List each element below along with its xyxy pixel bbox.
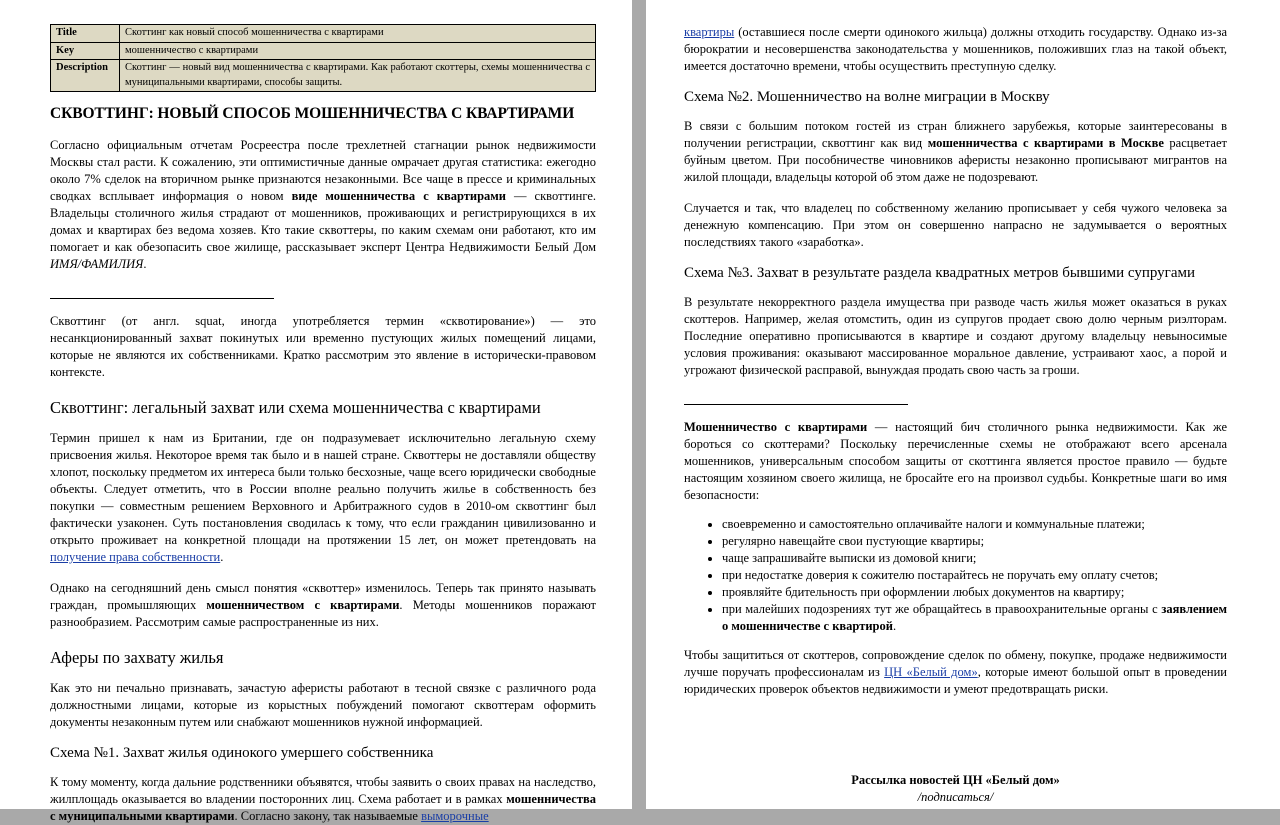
- metadata-key: Description: [51, 60, 120, 92]
- safety-steps-list: [684, 516, 1227, 635]
- ownership-link[interactable]: получение права собственности: [50, 550, 221, 564]
- separator-line: [684, 387, 908, 405]
- metadata-table: [50, 24, 596, 92]
- metadata-key: Key: [51, 42, 120, 60]
- scheme2-followup: Случается и так, что владелец по собственному желанию прописывает у себя чужого человека за денежную компенсацию. При этом он совершенно напрасно не задумывается о вероятных последствиях такого «заработка».: [684, 201, 1227, 249]
- bold-text: мошенничеством с квартирами: [206, 598, 400, 612]
- meaning-paragraph: [50, 580, 596, 631]
- text-run: Термин пришел к нам из Британии, где он подразумевает исключительно легальную схему присвоения жилья. Некоторое время так было и в нашей стране. Сквоттеры не доставляли обществу хлопот, поскольку предметом их интереса были только бесхозные, чаще всего юридически свободные объекты. Следует отметить, что в России вполне реально получить жилье в собственность без покупки — совместным решением Верховного и Арбитражного судов в 2010-ом сквоттинг был фактически узаконен. Суть постановления сводилась к тому, что если гражданин цивилизованно и открыто проживает на конкретной площади на протяжении 15 лет, он может претендовать на: [50, 431, 596, 547]
- text-run: .: [220, 550, 224, 564]
- text-run: К тому моменту, когда дальние родственники объявятся, чтобы заявить о своих правах на наследство, жилплощадь оказывается во владении посторонних лиц. Схема работает и в рамках: [50, 775, 596, 806]
- italic-placeholder: ИМЯ/ФАМИЛИЯ: [50, 257, 144, 271]
- text-run: при малейших подозрениях тут же обращайтесь в правоохранительные органы с: [722, 602, 1162, 616]
- newsletter-signature: [684, 772, 1227, 806]
- text-run: , которые имеют большой опыт в проведении юридических проверок объектов недвижимости и умеют предотвращать риски.: [684, 665, 1227, 696]
- list-item: • при недостатке доверия к сожителю постарайтесь не поручать ему оплату счетов;: [722, 567, 1227, 584]
- document-page-right: [646, 0, 1280, 809]
- article-title: СКВОТТИНГ: НОВЫЙ СПОСОБ МОШЕННИЧЕСТВА С КВАРТИРАМИ: [50, 105, 575, 122]
- scheme2-paragraph: [684, 118, 1227, 186]
- bold-text: заявлением о мошенничестве с квартирой: [722, 602, 1227, 633]
- scheme-heading: Схема №2. Мошенничество на волне миграции в Москву: [684, 89, 1050, 105]
- text-run: Однако на сегодняшний день смысл понятия «сквоттер» изменилось. Теперь так принято называть граждан, промышляющих: [50, 581, 596, 612]
- list-item: [722, 601, 1227, 635]
- section-heading: Аферы по захвату жилья: [50, 648, 224, 667]
- text-run: — настоящий бич столичного рынка недвижимости. Как же бороться со скоттерами? Поскольку перечисленные схемы не отображают всего арсенала мошенников, универсальным способом защиты от скоттинга является простое правило — будьте настоящим хозяином своего жилища, не бросайте его на произвол судьбы. Конкретные шаги во имя безопасности:: [684, 420, 1227, 502]
- text-run: Чтобы защититься от скоттеров, сопровождение сделок по обмену, покупке, продаже недвижимости лучше поручать профессионалам из: [684, 648, 1227, 679]
- section-heading: Сквоттинг: легальный захват или схема мошенничества с квартирами: [50, 398, 541, 417]
- text-run: расцветает буйным цветом. При пособничестве чиновников аферисты незаконно прописывают мигрантов на жилой площади, владельцы которой об этом даже не подозревают.: [684, 136, 1227, 184]
- document-page-left: [0, 0, 632, 823]
- metadata-value[interactable]: мошенничество с квартирами: [120, 42, 596, 60]
- text-run: . Согласно закону, так называемые: [234, 809, 422, 823]
- metadata-value[interactable]: Скоттинг как новый способ мошенничества с квартирами: [120, 25, 596, 43]
- bold-text: мошенничества с квартирами в Москве: [927, 136, 1164, 150]
- list-item: • своевременно и самостоятельно оплачивайте налоги и коммунальные платежи;: [722, 516, 1227, 533]
- metadata-row-title: [51, 25, 596, 43]
- bold-text: виде мошенничества с квартирами: [291, 189, 507, 203]
- scheme3-paragraph: В результате некорректного раздела имущества при разводе часть жилья может оказаться в руках скоттеров. Например, желая отомстить, один из супругов продает свою долю черным риэлторам. Последние оперативно прописываются в квартире и создают другому владельцу невыносимые условия проживания: оказывают массированное моральное давление, устраивают хаос, а порой и угрожают физической расправой, вынуждая продать свою часть за гроши.: [684, 295, 1227, 377]
- metadata-key: Title: [51, 25, 120, 43]
- definition-paragraph: Сквоттинг (от англ. squat, иногда употребляется термин «сквотирование») — это несанкционированный захват покинутых или временно пустующих жилых помещений лицами, которые не являются их собственниками. Кратко рассмотрим это явление в исторически-правовом контексте.: [50, 314, 596, 379]
- scheme-heading: Схема №1. Захват жилья одинокого умершего собственника: [50, 745, 434, 761]
- scheme1-paragraph: [50, 774, 596, 825]
- escheat-link-continued[interactable]: квартиры: [684, 25, 735, 39]
- text-run: — сквоттинге. Владельцы столичного жилья страдают от мошенников, проживающих и регистрирующихся в их домах и квартирах без ведома хозяев. Кто такие сквоттеры, по каким схемам они работают, кто им помогает и как обезопасить свое жилище, рассказывает эксперт Центра Недвижимости Белый Дом: [50, 189, 597, 254]
- protection-paragraph: [684, 419, 1227, 504]
- list-item: • чаще запрашивайте выписки из домовой книги;: [722, 550, 1227, 567]
- scheme1-continuation: [684, 24, 1227, 75]
- bold-text: Мошенничество с квартирами: [684, 420, 868, 434]
- newsletter-title: Рассылка новостей ЦН «Белый дом»: [851, 773, 1060, 787]
- history-paragraph: [50, 430, 596, 566]
- separator-line: [50, 281, 274, 299]
- fraud-paragraph: Как это ни печально признавать, зачастую аферисты работают в тесной связке с различного рода должностными лицами, которые из корыстных побуждений помогают сквоттерам оформить документы незаконным путем или снабжают мошенников нужной информацией.: [50, 681, 596, 729]
- white-house-link[interactable]: ЦН «Белый дом»: [884, 665, 978, 679]
- metadata-row-key: [51, 42, 596, 60]
- intro-paragraph: [50, 137, 596, 273]
- subscribe-link[interactable]: /подписаться/: [917, 790, 994, 804]
- text-run: .: [892, 619, 897, 633]
- scheme-heading: Схема №3. Захват в результате раздела квадратных метров бывшими супругами: [684, 265, 1195, 281]
- text-run: (оставшиеся после смерти одинокого жильца) должны отходить государству. Однако из-за бюрократии и несовершенства законодательства у мошенников, положивших глаз на такой объект, имеется достаточно времени, чтобы осуществить преступную сделку.: [684, 25, 1227, 73]
- metadata-value[interactable]: Скоттинг — новый вид мошенничества с квартирами. Как работают скоттеры, схемы мошенничества с муниципальными квартирами, способы защиты.: [120, 60, 596, 92]
- escheat-link[interactable]: выморочные: [421, 809, 489, 823]
- bold-text: мошенничества с муниципальными квартирами: [50, 792, 596, 823]
- text-run: . Методы мошенников поражают разнообразием. Рассмотрим самые распространенные из них.: [50, 598, 596, 629]
- text-run: Согласно официальным отчетам Росреестра после трехлетней стагнации рынок недвижимости Москвы стал расти. К сожалению, эти оптимистичные данные омрачает другая статистика: ежегодно около 7% сделок на вторичном рынке признаются незаконными. Все чаще в прессе и криминальных сводках всплывает информация о новом: [50, 138, 596, 203]
- list-item: • регулярно навещайте свои пустующие квартиры;: [722, 533, 1227, 550]
- closing-paragraph: [684, 647, 1227, 698]
- text-run: В связи с большим потоком гостей из стран ближнего зарубежья, которые заинтересованы в получении регистрации, сквоттинг как вид: [684, 119, 1227, 150]
- text-run: .: [143, 257, 147, 271]
- metadata-row-description: [51, 60, 596, 92]
- list-item: • проявляйте бдительность при оформлении любых документов на квартиру;: [722, 584, 1227, 601]
